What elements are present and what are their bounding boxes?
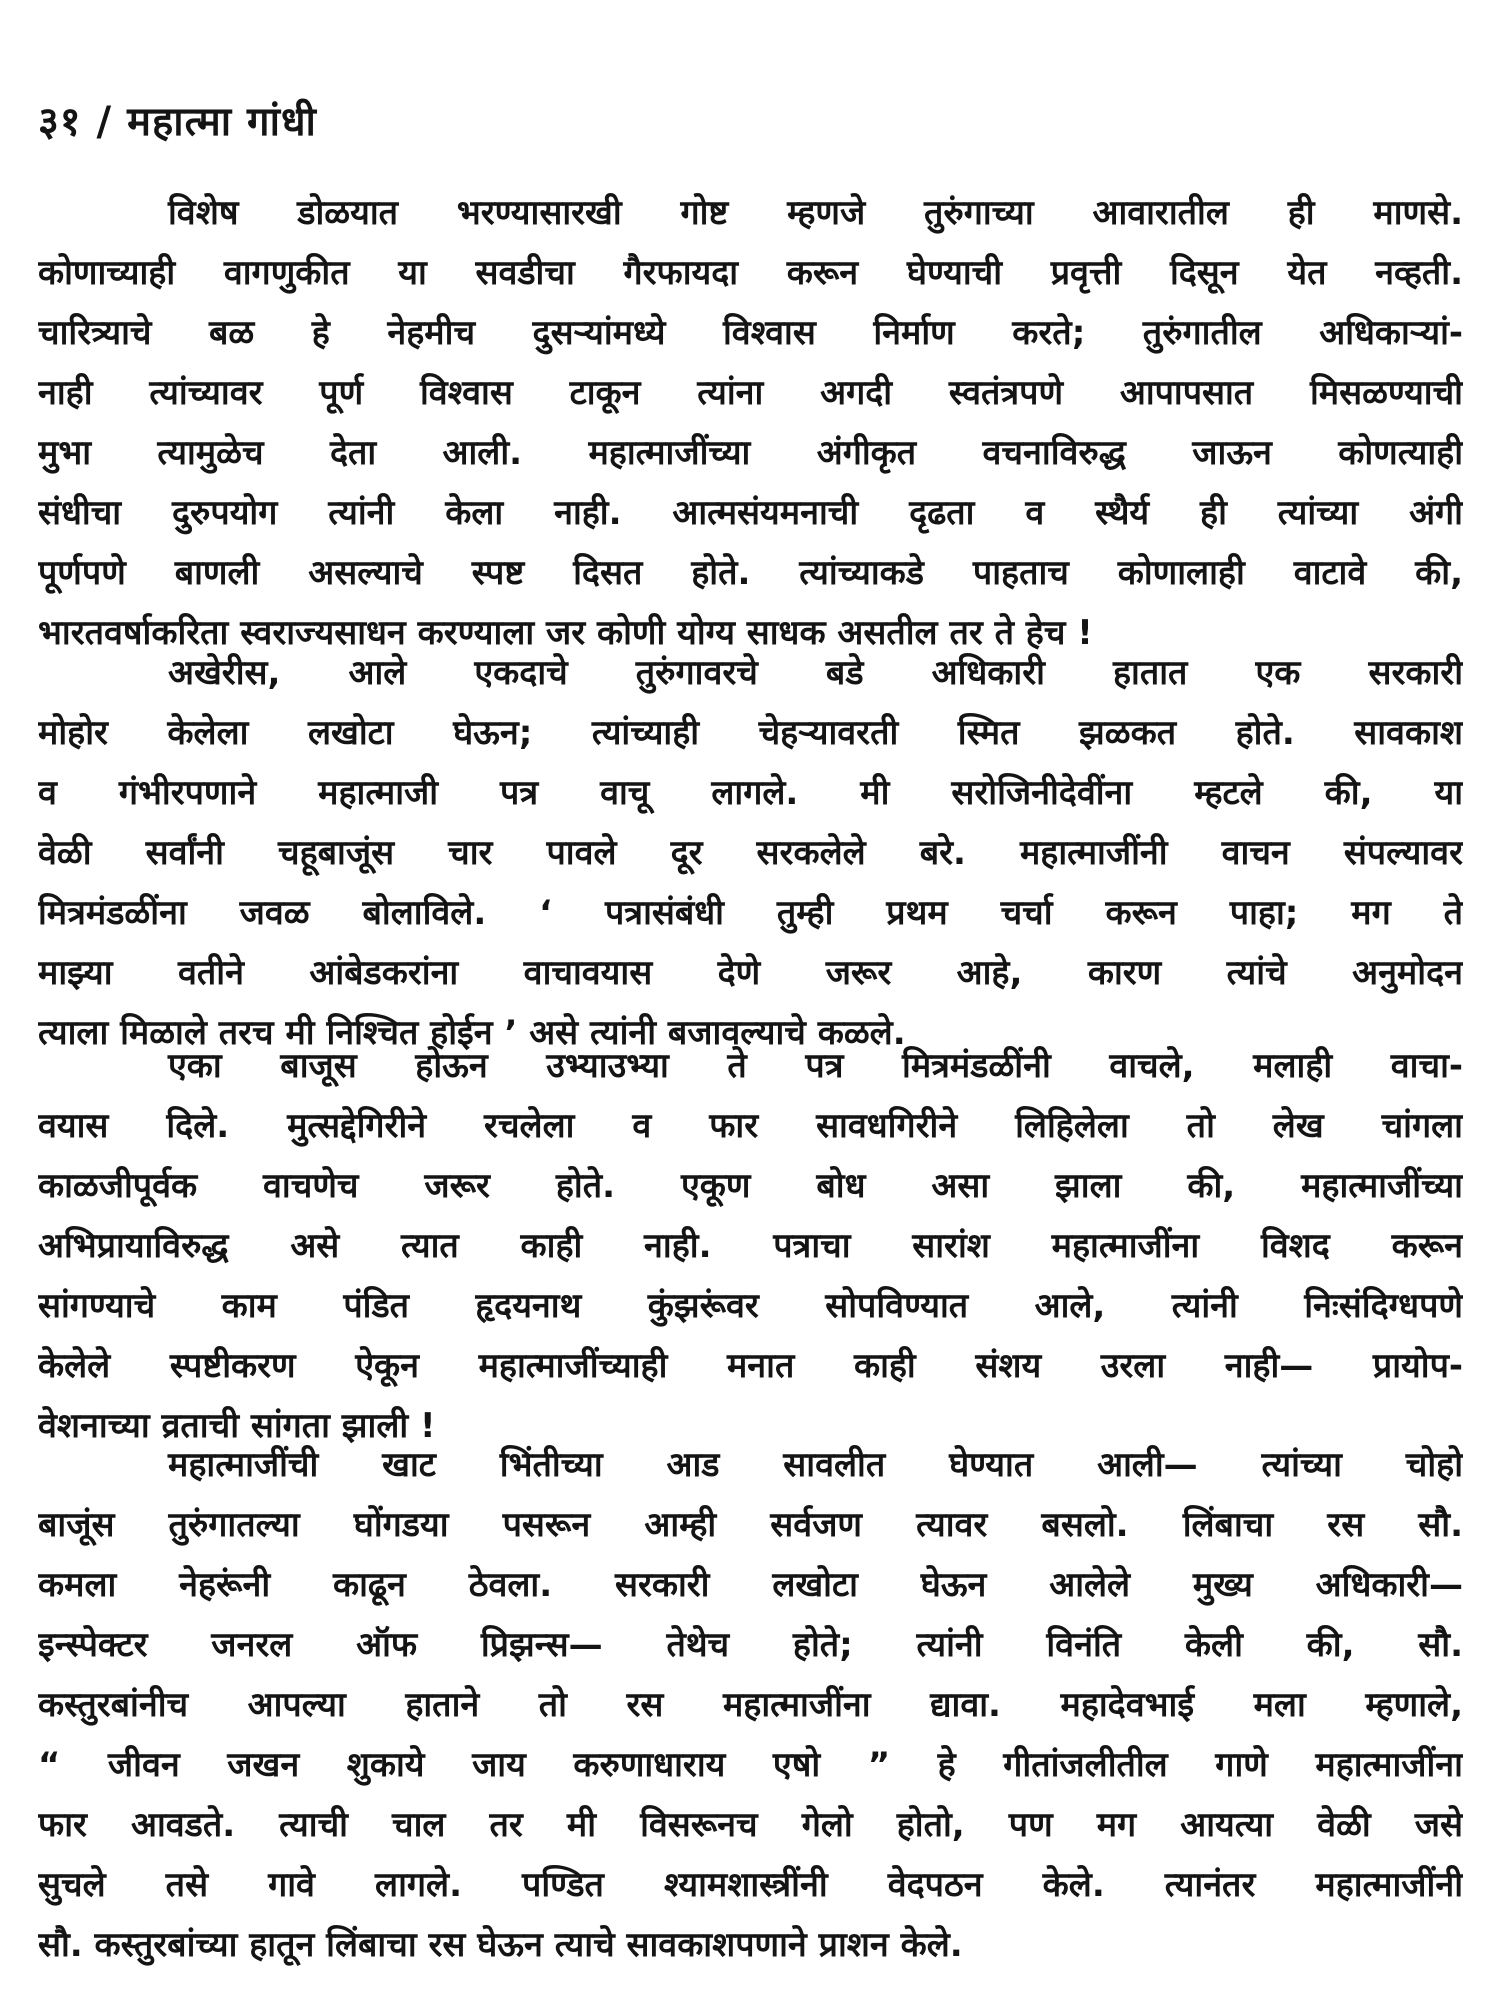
text-line: मोहोर केलेला लखोटा घेऊन; त्यांच्याही चेहऱ्यावरती स्मित झळकत होते. सावकाश [38, 713, 1463, 753]
text-line: बाजूंस तुरुंगातल्या घोंगडया पसरून आम्ही सर्वजण त्यावर बसलो. लिंबाचा रस सौ. [38, 1505, 1463, 1545]
text-line: अभिप्रायाविरुद्ध असे त्यात काही नाही. पत्राचा सारांश महात्माजींना विशद करून [38, 1226, 1463, 1266]
text-line: कमला नेहरूंनी काढून ठेवला. सरकारी लखोटा घेऊन आलेले मुख्य अधिकारी— [38, 1565, 1463, 1605]
text-line: मुभा त्यामुळेच देता आली. महात्माजींच्या अंगीकृत वचनाविरुद्ध जाऊन कोणत्याही [38, 433, 1463, 473]
text-line: मित्रमंडळींना जवळ बोलाविले. ‘ पत्रासंबंधी तुम्ही प्रथम चर्चा करून पाहा; मग ते [38, 893, 1463, 933]
paragraph-3 [38, 1036, 1463, 1456]
text-line: एका बाजूस होऊन उभ्याउभ्या ते पत्र मित्रमंडळींनी वाचले, मलाही वाचा- [168, 1046, 1463, 1086]
text-line: महात्माजींची खाट भिंतीच्या आड सावलीत घेण्यात आली— त्यांच्या चोहो [168, 1445, 1463, 1485]
text-line: संधीचा दुरुपयोग त्यांनी केला नाही. आत्मसंयमनाची दृढता व स्थैर्य ही त्यांच्या अंगी [38, 493, 1463, 533]
text-line: अखेरीस, आले एकदाचे तुरुंगावरचे बडे अधिकारी हातात एक सरकारी [168, 653, 1463, 693]
text-line: वेळी सर्वांनी चहूबाजूंस चार पावले दूर सरकलेले बरे. महात्माजींनी वाचन संपल्यावर [38, 833, 1463, 873]
text-line: नाही त्यांच्यावर पूर्ण विश्वास टाकून त्यांना अगदी स्वतंत्रपणे आपापसात मिसळण्याची [38, 373, 1463, 413]
text-line: केलेले स्पष्टीकरण ऐकून महात्माजींच्याही मनात काही संशय उरला नाही— प्रायोप- [38, 1346, 1463, 1386]
paragraph-1 [38, 183, 1463, 663]
text-line: काळजीपूर्वक वाचणेच जरूर होते. एकूण बोध असा झाला की, महात्माजींच्या [38, 1166, 1463, 1206]
text-line: सुचले तसे गावे लागले. पण्डित श्यामशास्त्रींनी वेदपठन केले. त्यानंतर महात्माजींनी [38, 1865, 1463, 1905]
page-header [38, 92, 317, 147]
text-line: माझ्या वतीने आंबेडकरांना वाचावयास देणे जरूर आहे, कारण त्यांचे अनुमोदन [38, 953, 1463, 993]
text-line: वेशनाच्या व्रताची सांगता झाली ! [38, 1406, 436, 1446]
text-line: इन्स्पेक्टर जनरल ऑफ प्रिझन्स— तेथेच होते; त्यांनी विनंति केली की, सौ. [38, 1625, 1463, 1665]
text-line: वयास दिले. मुत्सद्देगिरीने रचलेला व फार सावधगिरीने लिहिलेला तो लेख चांगला [38, 1106, 1463, 1146]
text-line: फार आवडते. त्याची चाल तर मी विसरूनच गेलो होतो, पण मग आयत्या वेळी जसे [38, 1805, 1463, 1845]
text-line: त्याला मिळाले तरच मी निश्चित होईन ’ असे त्यांनी बजावल्याचे कळले. [38, 1013, 906, 1053]
text-line: कस्तुरबांनीच आपल्या हाताने तो रस महात्माजींना द्यावा. महादेवभाई मला म्हणाले, [38, 1685, 1463, 1725]
text-line: सौ. कस्तुरबांच्या हातून लिंबाचा रस घेऊन त्याचे सावकाशपणाने प्राशन केले. [38, 1925, 963, 1965]
text-line: पूर्णपणे बाणली असल्याचे स्पष्ट दिसत होते. त्यांच्याकडे पाहताच कोणालाही वाटावे की, [38, 553, 1463, 593]
chapter-title: महात्मा गांधी [127, 99, 317, 145]
text-line: कोणाच्याही वागणुकीत या सवडीचा गैरफायदा करून घेण्याची प्रवृत्ती दिसून येत नव्हती. [38, 253, 1463, 293]
paragraph-4 [38, 1435, 1463, 1975]
text-line: चारित्र्याचे बळ हे नेहमीच दुसऱ्यांमध्ये विश्वास निर्माण करते; तुरुंगातील अधिकाऱ्यां- [38, 313, 1463, 353]
text-line: व गंभीरपणाने महात्माजी पत्र वाचू लागले. मी सरोजिनीदेवींना म्हटले की, या [38, 773, 1463, 813]
text-line: “ जीवन जखन शुकाये जाय करुणाधाराय एषो ” हे गीतांजलीतील गाणे महात्माजींना [38, 1745, 1463, 1785]
text-line: भारतवर्षाकरिता स्वराज्यसाधन करण्याला जर कोणी योग्य साधक असतील तर ते हेच ! [38, 613, 1093, 653]
page-number: ३१ [38, 99, 82, 145]
paragraph-2 [38, 643, 1463, 1063]
text-line: विशेष डोळयात भरण्यासारखी गोष्ट म्हणजे तुरुंगाच्या आवारातील ही माणसे. [168, 193, 1463, 233]
header-separator: / [96, 99, 113, 145]
text-line: सांगण्याचे काम पंडित हृदयनाथ कुंझरूंवर सोपविण्यात आले, त्यांनी निःसंदिग्धपणे [38, 1286, 1463, 1326]
